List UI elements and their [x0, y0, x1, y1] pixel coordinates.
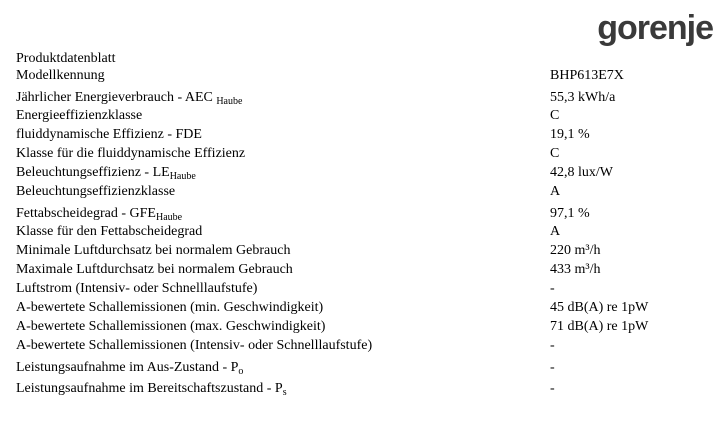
row-value: 42,8 lux/W [550, 165, 613, 180]
row-value: C [550, 146, 560, 161]
row-label: Fettabscheidegrad - $GFE_{Haube}$ [16, 206, 183, 223]
row-label: Maximale Luftdurchsatz bei normalem Gebrauch [16, 262, 293, 277]
row-label: A-bewertete Schallemissionen (min. Geschwindigkeit) [16, 300, 324, 315]
row-value: - [550, 381, 555, 396]
table-row [16, 356, 716, 377]
row-label: A-bewertete Schallemissionen (max. Geschwindigkeit) [16, 319, 326, 334]
row-label: A-bewertete Schallemissionen (Intensiv- oder Schnelllaufstufe) [16, 338, 373, 353]
table-row [16, 377, 716, 398]
row-label: Jährlicher Energieverbrauch - AEC $_{Haube}$ [16, 90, 243, 107]
row-label: Leistungsaufnahme im Bereitschaftszustand - $P_s$ [16, 381, 287, 398]
row-label: Luftstrom (Intensiv- oder Schnelllaufstufe) [16, 281, 258, 296]
row-value: C [550, 108, 560, 123]
datasheet-table [16, 67, 716, 398]
row-label: Klasse für die fluiddynamische Effizienz [16, 146, 246, 161]
table-row [16, 202, 716, 223]
row-value: A [550, 184, 561, 199]
table-row [16, 86, 716, 107]
subscript: Haube [216, 96, 243, 107]
row-value: - [550, 281, 555, 296]
row-label: Minimale Luftdurchsatz bei normalem Gebrauch [16, 243, 291, 258]
row-value: 45 dB(A) re 1pW [550, 300, 649, 315]
table-row [16, 299, 716, 318]
table-row [16, 67, 716, 86]
subscript: Haube [169, 171, 196, 182]
row-value: A [550, 224, 561, 239]
table-row [16, 107, 716, 126]
row-value: 97,1 % [550, 206, 590, 221]
row-label: Energieeffizienzklasse [16, 108, 143, 123]
table-row [16, 145, 716, 164]
subscript: o [238, 366, 244, 377]
row-value: BHP613E7X [550, 68, 624, 83]
subscript: Haube [155, 212, 183, 223]
row-value: - [550, 360, 555, 375]
gorenje-logo: gorenje [597, 9, 713, 47]
row-label: Modellkennung [16, 68, 105, 83]
table-row [16, 337, 716, 356]
table-row [16, 126, 716, 145]
row-value: - [550, 338, 555, 353]
table-row [16, 223, 716, 242]
table-row [16, 261, 716, 280]
row-label: Beleuchtungseffizienzklasse [16, 184, 176, 199]
subscript: s [282, 387, 287, 398]
row-value: 220 m³/h [550, 243, 601, 258]
table-row [16, 164, 716, 183]
row-value: 19,1 % [550, 127, 590, 142]
row-value: 433 m³/h [550, 262, 601, 277]
table-row [16, 183, 716, 202]
row-value: 71 dB(A) re 1pW [550, 319, 649, 334]
table-row [16, 242, 716, 261]
row-label: fluiddynamische Effizienz - FDE [16, 127, 202, 142]
table-row [16, 318, 716, 337]
row-value: 55,3 kWh/a [550, 90, 616, 105]
row-label: Beleuchtungseffizienz - $LE_{Haube}$ [16, 165, 196, 182]
table-row [16, 280, 716, 299]
document-title: Produktdatenblatt [16, 51, 116, 66]
row-label: Leistungsaufnahme im $Aus-Zustand - P_o$ [16, 360, 244, 377]
row-label: Klasse für den Fettabscheidegrad [16, 224, 203, 239]
